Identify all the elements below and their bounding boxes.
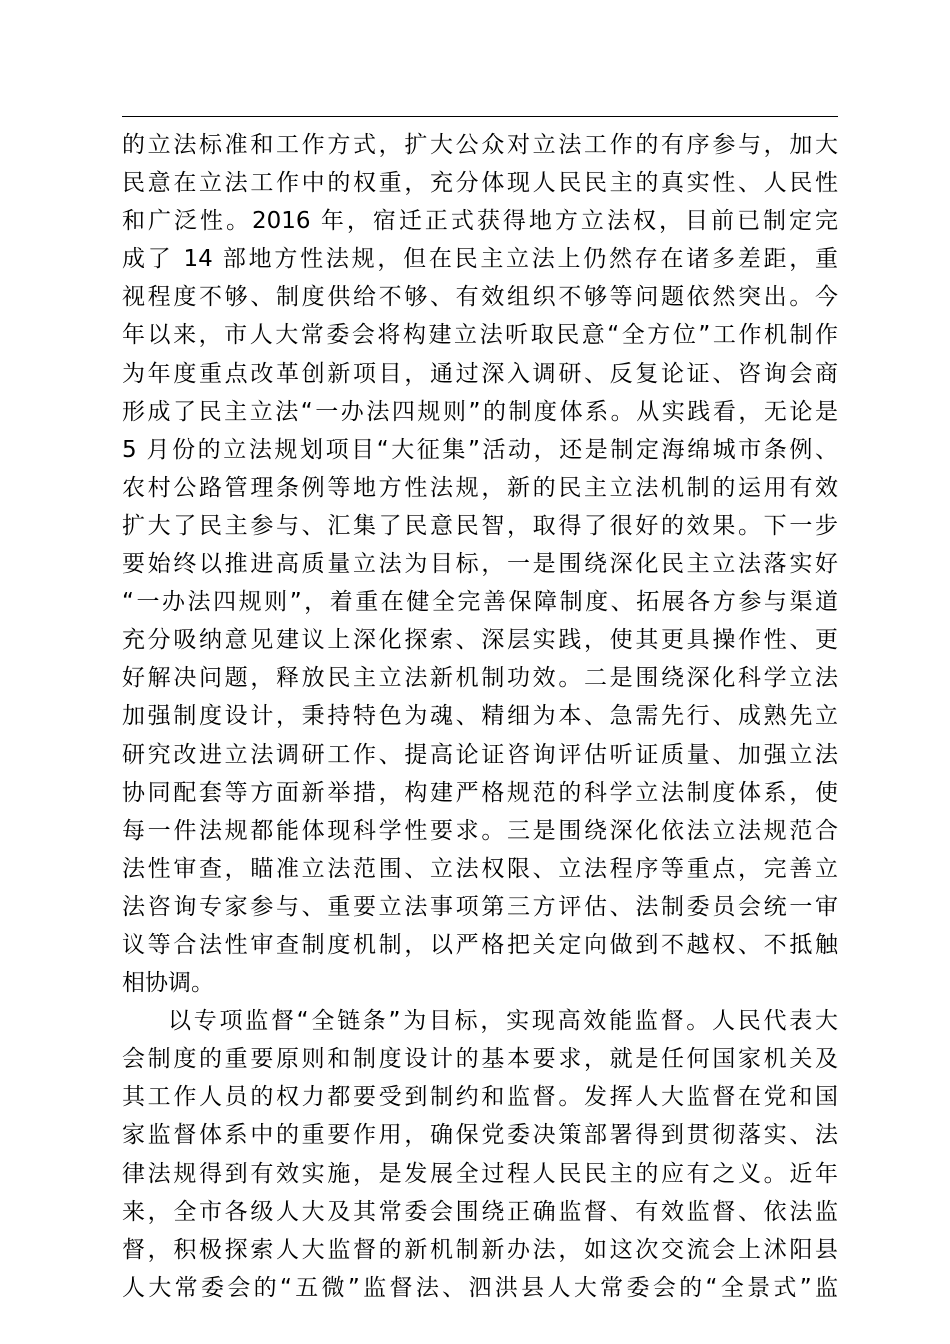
text-line: 每一件法规都能体现科学性要求。三是围绕深化依法立法规范合	[122, 817, 838, 844]
text-line: 会制度的重要原则和制度设计的基本要求，就是任何国家机关及	[122, 1046, 838, 1073]
text-line: 年以来，市人大常委会将构建立法听取民意“全方位”工作机制作	[122, 322, 838, 349]
text-line: 充分吸纳意见建议上深化探索、深层实践，使其更具操作性、更	[122, 627, 838, 654]
paragraph-first-line: 以专项监督“全链条”为目标，实现高效能监督。人民代表大	[168, 1008, 838, 1035]
text-line: 成了 14 部地方性法规，但在民主立法上仍然存在诸多差距，重	[122, 246, 838, 273]
paragraph-end-line: 相协调。	[122, 970, 214, 997]
text-line: 律法规得到有效实施，是发展全过程人民民主的应有之义。近年	[122, 1160, 838, 1187]
text-line: 扩大了民主参与、汇集了民意民智，取得了很好的效果。下一步	[122, 512, 838, 539]
text-line: 议等合法性审查制度机制，以严格把关定向做到不越权、不抵触	[122, 931, 838, 958]
header-rule	[122, 116, 838, 117]
text-line: “一办法四规则”，着重在健全完善保障制度、拓展各方参与渠道	[122, 589, 838, 616]
text-line: 为年度重点改革创新项目，通过深入调研、反复论证、咨询会商	[122, 360, 838, 387]
text-line: 协同配套等方面新举措，构建严格规范的科学立法制度体系，使	[122, 779, 838, 806]
text-line: 研究改进立法调研工作、提高论证咨询评估听证质量、加强立法	[122, 741, 838, 768]
text-line: 法性审查，瞄准立法范围、立法权限、立法程序等重点，完善立	[122, 855, 838, 882]
text-line: 加强制度设计，秉持特色为魂、精细为本、急需先行、成熟先立	[122, 703, 838, 730]
text-line: 农村公路管理条例等地方性法规，新的民主立法机制的运用有效	[122, 474, 838, 501]
text-line: 视程度不够、制度供给不够、有效组织不够等问题依然突出。今	[122, 284, 838, 311]
document-body	[122, 126, 838, 1307]
text-line: 要始终以推进高质量立法为目标，一是围绕深化民主立法落实好	[122, 551, 838, 578]
text-line: 来，全市各级人大及其常委会围绕正确监督、有效监督、依法监	[122, 1198, 838, 1225]
text-line: 督，积极探索人大监督的新机制新办法，如这次交流会上沭阳县	[122, 1236, 838, 1263]
text-line: 5 月份的立法规划项目“大征集”活动，还是制定海绵城市条例、	[122, 436, 838, 463]
text-line: 民意在立法工作中的权重，充分体现人民民主的真实性、人民性	[122, 170, 838, 197]
text-line: 和广泛性。2016 年，宿迁正式获得地方立法权，目前已制定完	[122, 208, 838, 235]
text-line: 其工作人员的权力都要受到制约和监督。发挥人大监督在党和国	[122, 1084, 838, 1111]
text-line: 的立法标准和工作方式，扩大公众对立法工作的有序参与，加大	[122, 132, 838, 158]
text-line: 家监督体系中的重要作用，确保党委决策部署得到贯彻落实、法	[122, 1122, 838, 1149]
text-line: 好解决问题，释放民主立法新机制功效。二是围绕深化科学立法	[122, 665, 838, 692]
text-line: 形成了民主立法“一办法四规则”的制度体系。从实践看，无论是	[122, 398, 838, 425]
text-line: 人大常委会的“五微”监督法、泗洪县人大常委会的“全景式”监	[122, 1274, 838, 1301]
text-line: 法咨询专家参与、重要立法事项第三方评估、法制委员会统一审	[122, 893, 838, 920]
